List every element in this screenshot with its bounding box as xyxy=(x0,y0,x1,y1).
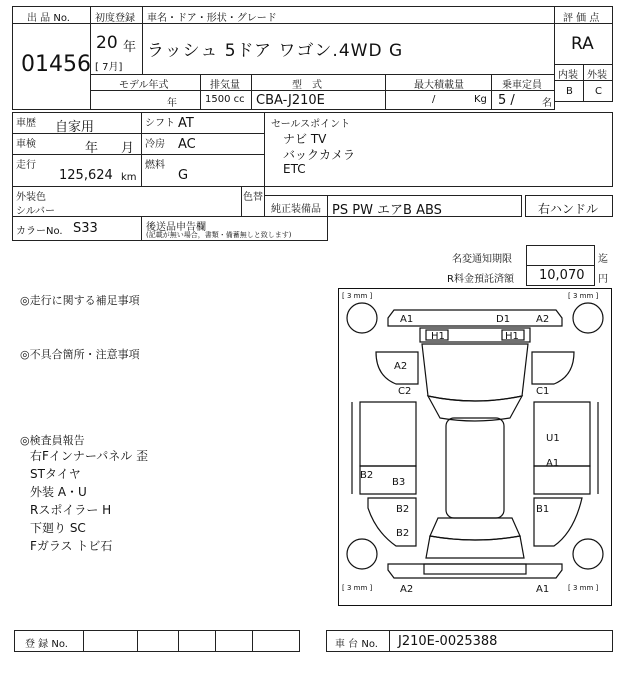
defects-label: ◎不具合箇所・注意事項 xyxy=(20,348,140,361)
roof xyxy=(446,418,504,518)
interior-grade: B xyxy=(566,86,573,97)
type-value: CBA-J210E xyxy=(256,93,325,108)
equipment-label-cell xyxy=(264,195,328,217)
back-door xyxy=(426,536,524,558)
mileage-cell xyxy=(12,154,142,187)
shift-cell xyxy=(141,112,265,134)
damage-mark: H1 xyxy=(505,331,519,342)
recycle-label: R料金預託済額 xyxy=(447,274,514,285)
reg-box-4 xyxy=(215,630,253,652)
damage-mark: A2 xyxy=(394,361,408,372)
first-reg-label-cell xyxy=(90,6,143,24)
tire-label: [ 3 mm ] xyxy=(342,584,373,592)
inspector-item: Fガラス トビ石 xyxy=(30,539,113,553)
repaint-cell xyxy=(241,186,265,217)
rear-bumper xyxy=(388,564,562,578)
rating-value: RA xyxy=(571,34,594,54)
tire-rear-left-icon xyxy=(347,539,377,569)
reg-box-3 xyxy=(178,630,216,652)
fuel-cell xyxy=(141,154,265,187)
displacement-label-cell xyxy=(200,74,252,91)
tire-front-left-icon xyxy=(347,303,377,333)
equipment-value: PS PW エアB ABS xyxy=(332,203,442,218)
handle-value: 右ハンドル xyxy=(538,202,599,216)
equipment-label: 純正装備品 xyxy=(271,204,321,215)
interior-grade-cell xyxy=(554,80,584,102)
tire-front-right-icon xyxy=(573,303,603,333)
reg-box-1 xyxy=(83,630,138,652)
inspection-cell xyxy=(12,133,142,155)
usage-label: 車歴 xyxy=(16,118,36,129)
lot-number: 01456 xyxy=(21,52,91,77)
sales-point-item: バックカメラ xyxy=(283,148,356,162)
damage-mark: A2 xyxy=(400,584,414,595)
exterior-grade: C xyxy=(595,86,602,97)
color-no-label: カラーNo. xyxy=(16,226,63,237)
first-reg-label: 初度登録 xyxy=(95,13,135,24)
tire-label: [ 3 mm ] xyxy=(568,292,599,300)
postal-cell xyxy=(141,216,328,241)
lot-label: 出 品 No. xyxy=(27,13,70,24)
inspector-item: Rスポイラー H xyxy=(30,503,112,517)
damage-mark: D1 xyxy=(496,314,511,325)
rear-window xyxy=(430,518,520,540)
model-year-unit: 年 xyxy=(167,98,177,109)
inspection-year: 年 xyxy=(85,141,99,156)
damage-mark: H1 xyxy=(431,331,445,342)
damage-mark: C1 xyxy=(536,386,550,397)
recycle-value: 10,070 xyxy=(539,268,585,283)
displacement-value: 1500 cc xyxy=(205,94,245,105)
lot-number-cell xyxy=(12,23,91,110)
type-label-cell xyxy=(251,74,386,91)
exterior-label-cell xyxy=(583,64,613,81)
chassis-no: J210E-0025388 xyxy=(398,634,498,649)
usage-value: 自家用 xyxy=(55,120,95,135)
shift-value: AT xyxy=(178,116,194,131)
inspector-item: 外装 A・U xyxy=(30,485,87,499)
car-damage-diagram xyxy=(338,288,612,606)
reg-label: 登 録 No. xyxy=(25,639,68,650)
capacity-label-cell xyxy=(491,74,555,91)
sales-points-cell xyxy=(264,112,613,187)
damage-mark: A1 xyxy=(546,458,560,469)
inspector-item: STタイヤ xyxy=(30,467,81,481)
displacement-label: 排気量 xyxy=(210,80,240,91)
rating-cell xyxy=(554,23,613,65)
car-name-cell xyxy=(142,23,555,75)
reg-box-5 xyxy=(252,630,300,652)
capacity-value: 5 / xyxy=(498,93,515,108)
windshield xyxy=(428,396,522,421)
interior-label-cell xyxy=(554,64,584,81)
handle-cell xyxy=(525,195,613,217)
postal-label: 後送品申告欄 xyxy=(146,222,206,233)
usage-cell xyxy=(12,112,142,134)
repaint-label: 色替 xyxy=(243,192,263,203)
rear-lights xyxy=(424,564,526,574)
name-change-label: 名変通知期限 xyxy=(452,254,512,265)
max-load-cell xyxy=(385,90,492,110)
car-name: ラッシュ 5ドア ワゴン.4WD G xyxy=(147,41,404,61)
tire-rear-right-icon xyxy=(573,539,603,569)
rating-label: 評 価 点 xyxy=(563,13,600,24)
first-reg-year-unit: 年 xyxy=(123,40,137,55)
max-load-unit: Kg xyxy=(474,94,487,105)
color-no-value: S33 xyxy=(73,221,98,236)
sales-point-item: ナビ TV xyxy=(283,132,327,146)
type-label: 型 式 xyxy=(292,80,322,91)
type-cell xyxy=(251,90,386,110)
right-front-fender xyxy=(532,352,574,384)
chassis-label: 車 台 No. xyxy=(335,639,378,650)
damage-mark: U1 xyxy=(546,433,560,444)
inspector-item: 下廻り SC xyxy=(30,521,86,535)
tire-label: [ 3 mm ] xyxy=(342,292,373,300)
damage-mark: A1 xyxy=(536,584,550,595)
damage-mark: B3 xyxy=(392,477,406,488)
damage-mark: B2 xyxy=(396,528,410,539)
recycle-box xyxy=(526,265,595,286)
displacement-cell xyxy=(200,90,252,110)
left-front-door xyxy=(360,402,416,466)
inspector-item: 右Fインナーパネル 歪 xyxy=(30,449,149,463)
mileage-label: 走行 xyxy=(16,160,36,171)
right-front-door xyxy=(534,402,590,466)
damage-mark: C2 xyxy=(398,386,412,397)
max-load-slash: / xyxy=(432,94,436,105)
sales-points-label: セールスポイント xyxy=(271,119,351,130)
damage-mark: A2 xyxy=(536,314,550,325)
damage-mark: B2 xyxy=(396,504,410,515)
recycle-unit: 円 xyxy=(598,274,608,285)
hood xyxy=(422,344,528,401)
inspection-label: 車検 xyxy=(16,139,36,150)
postal-note: (記載が無い場合，書類・備蓄無しと致します) xyxy=(146,231,292,239)
max-load-label-cell xyxy=(385,74,492,91)
first-reg-year: 20 xyxy=(96,33,118,53)
shift-label: シフト xyxy=(145,118,175,129)
ac-value: AC xyxy=(178,137,196,152)
exterior-color-label: 外装色 xyxy=(16,192,46,203)
capacity-unit: 名 xyxy=(542,98,552,109)
fuel-label: 燃料 xyxy=(145,160,165,171)
model-year-label: モデル年式 xyxy=(119,80,169,91)
ac-label: 冷房 xyxy=(145,139,165,150)
exterior-grade-cell xyxy=(583,80,613,102)
damage-mark: A1 xyxy=(400,314,414,325)
first-reg-month: [ 7月] xyxy=(95,62,123,73)
capacity-cell xyxy=(491,90,555,110)
model-year-cell xyxy=(90,90,201,110)
ac-cell xyxy=(141,133,265,155)
color-no-cell xyxy=(12,216,142,241)
rating-label-cell xyxy=(554,6,613,24)
tire-label: [ 3 mm ] xyxy=(568,584,599,592)
inspector-label: ◎検査員報告 xyxy=(20,434,85,447)
mileage-value: 125,624 xyxy=(59,168,113,183)
model-year-label-cell xyxy=(90,74,201,91)
exterior-color-value: シルバー xyxy=(16,206,56,217)
right-rear-door xyxy=(534,466,590,494)
capacity-label: 乗車定員 xyxy=(502,80,542,91)
driving-remarks-label: ◎走行に関する補足事項 xyxy=(20,294,140,307)
sales-point-item: ETC xyxy=(283,162,306,176)
damage-mark: B1 xyxy=(536,504,550,515)
chassis-cell xyxy=(389,630,613,652)
lot-label-cell xyxy=(12,6,91,24)
first-reg-cell xyxy=(90,23,143,75)
name-change-box[interactable] xyxy=(526,245,595,266)
chassis-label-cell xyxy=(326,630,390,652)
reg-label-cell xyxy=(14,630,84,652)
interior-label: 内装 xyxy=(558,70,578,81)
car-name-label: 車名・ドア・形状・グレード xyxy=(147,13,277,24)
max-load-label: 最大積載量 xyxy=(414,80,464,91)
inspection-month: 月 xyxy=(121,141,135,156)
name-change-unit: 迄 xyxy=(598,254,608,265)
exterior-color-cell xyxy=(12,186,242,217)
exterior-label: 外装 xyxy=(587,70,607,81)
equipment-cell xyxy=(327,195,522,217)
reg-box-2 xyxy=(137,630,179,652)
mileage-unit: km xyxy=(121,172,137,183)
damage-mark: B2 xyxy=(360,470,374,481)
car-name-label-cell xyxy=(142,6,555,24)
fuel-value: G xyxy=(178,168,189,183)
